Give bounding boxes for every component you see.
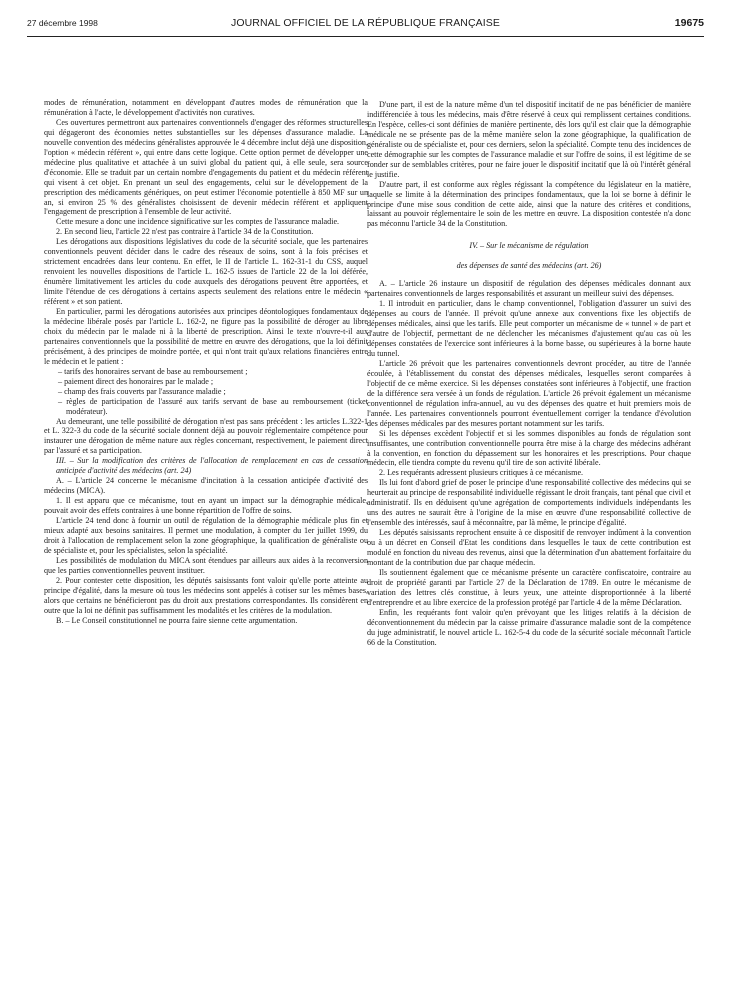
paragraph: D'autre part, il est conforme aux règles régissant la compétence du législateur en la matière, laquelle se limite à la détermination des principes fondamentaux, que la loi se borne à définir le principe d'une mise sous condition de cette aide, ainsi que la nature des critères et conditions, laissant au pouvoir réglementaire le soin de les mettre en œuvre. La disposition contestée n'a donc pas méconnu l'article 34 de la Constitution. <box>367 179 691 229</box>
paragraph: Les possibilités de modulation du MICA sont étendues par ailleurs aux aides à la reconversion que les parties conventionnelles peuvent instituer. <box>44 555 368 575</box>
paragraph: En particulier, parmi les dérogations autorisées aux principes déontologiques fondamentaux de la médecine libérale posés par l'article L. 162-2, ne figure pas la possibilité de déroger au libre choix du médecin par le malade ni à la liberté de prescription. Ainsi le texte n'ouvre-t-il aux partenaires conventionnels que la possibilité de mettre en œuvre des dérogations, que la loi définit précisément, à des principes de moindre portée, et qui n'ont trait qu'aux relations financières entre le médecin et le patient : <box>44 307 368 366</box>
list-item: – paiement direct des honoraires par le malade ; <box>58 377 368 387</box>
paragraph: B. – Le Conseil constitutionnel ne pourra faire sienne cette argumentation. <box>56 615 298 625</box>
list-item: – règles de participation de l'assuré aux tarifs servant de base au remboursement (ticket modérateur). <box>58 397 368 417</box>
paragraph: 2. En second lieu, l'article 22 n'est pas contraire à l'article 34 de la Constitution. <box>56 227 314 237</box>
paragraph: Enfin, les requérants font valoir qu'en prévoyant que les litiges relatifs à la décision de déconventionnement du médecin par la caisse primaire d'assurance maladie sont de la compétence du juge administratif, le nouvel article L. 162-5-4 du code de la sécurité sociale méconnaît l'article 66 de la Constitution. <box>367 607 691 647</box>
paragraph: Si les dépenses excèdent l'objectif et si les sommes disponibles au fonds de régulation sont insuffisantes, une contribution conventionnelle pourra être mise à la charge des médecins adhérant à la convention, en fonction du dépassement sur les honoraires et les prescriptions. Pour chaque médecin, elle tiendra compte du revenu qu'il tire de son activité libérale. <box>367 428 691 468</box>
paragraph: A. – L'article 24 concerne le mécanisme d'incitation à la cessation anticipée d'activité des médecins (MICA). <box>44 476 368 496</box>
paragraph: 2. Les requérants adressent plusieurs critiques à ce mécanisme. <box>379 468 584 478</box>
header-rule <box>27 36 704 37</box>
bullet-list <box>44 367 368 417</box>
paragraph: A. – L'article 26 instaure un dispositif de régulation des dépenses médicales donnant aux partenaires conventionnels de larges responsabilités et assurant un meilleur suivi des dépenses. <box>367 279 691 299</box>
paragraph: Les dérogations aux dispositions législatives du code de la sécurité sociale, que les partenaires conventionnels peuvent décider dans le cadre des réseaux de soins, sont à la fois précises et strictement encadrées dans leur contenu. En effet, le II de l'article L. 162-31-1 du CSS, auquel renvoient les nouvelles dispositions de l'article L. 162-5 issues de l'article 22 de la loi déférée, énumère limitativement les articles du code auxquels des dérogations peuvent être apportées, et limite l'étendue de ces dérogations à certains aspects seulement des relations entre le médecin « référent » et son patient. <box>44 237 368 307</box>
paragraph: Ils soutiennent également que ce mécanisme présente un caractère confiscatoire, contraire au droit de propriété garanti par l'article 27 de la Déclaration de 1789. En outre le mécanisme de variation des lettres clés constitue, à leurs yeux, une atteinte disproportionnée à la liberté d'entreprendre et au libre exercice de la profession protégé par l'article 4 de la même Déclaration. <box>367 567 691 607</box>
paragraph: L'article 24 tend donc à fournir un outil de régulation de la démographie médicale plus fin et mieux adapté aux besoins sanitaires. Il permet une modulation, à compter du 1er juillet 1999, du droit à l'allocation de remplacement selon la zone géographique, la qualification de généraliste ou de spécialiste et, pour les spécialistes, selon la spécialité. <box>44 516 368 555</box>
page-header <box>27 18 704 34</box>
page-number: 19675 <box>674 17 704 29</box>
section-heading-continued: des dépenses de santé des médecins (art. 26) <box>456 261 602 271</box>
header-date: 27 décembre 1998 <box>27 18 98 28</box>
left-column <box>44 98 368 626</box>
list-item: – tarifs des honoraires servant de base au remboursement ; <box>58 367 368 377</box>
paragraph: modes de rémunération, notamment en développant d'autres modes de rémunération que la rémunération à l'acte, le développement d'activités non curatives. <box>44 98 368 117</box>
section-heading: IV. – Sur le mécanisme de régulation <box>469 241 589 251</box>
journal-title: JOURNAL OFFICIEL DE LA RÉPUBLIQUE FRANÇAISE <box>231 17 500 29</box>
paragraph: 2. Pour contester cette disposition, les députés saisissants font valoir qu'elle porte atteinte au principe d'égalité, dans la mesure où tous les médecins sont appelés à cotiser sur les mêmes bases, alors que certains ne bénéficieront pas du droit aux prestations correspondantes. Ils considèrent en outre que la loi ne définit pas suffisamment les modalités et les critères de la modulation. <box>44 575 368 615</box>
paragraph: 1. Il introduit en particulier, dans le champ conventionnel, l'obligation d'assurer un suivi des dépenses au cours de l'année. Il prévoit qu'une annexe aux conventions fixe les objectifs de dépenses médicales, ainsi que les tarifs. Elle peut comporter un mécanisme de « tunnel » de part et d'autre de l'objectif, permettant de ne déclencher les mécanismes d'ajustement qu'au cas où les dépenses constatées de l'exercice sont inférieures à la borne basse, ou supérieures à la borne haute du tunnel. <box>367 299 691 358</box>
paragraph: Ils lui font d'abord grief de poser le principe d'une responsabilité collective des médecins qui se heurterait au principe de responsabilité individuelle régissant le droit français, tant pénal que civil et administratif. Ils en déduisent qu'une agrégation de comportements individuels indépendants les uns des autres ne saurait être à l'origine de la mise en œuvre d'une responsabilité collective de l'ensemble des intéressés, sauf à méconnaître, par là même, le principe d'égalité. <box>367 478 691 528</box>
paragraph: Ces ouvertures permettront aux partenaires conventionnels d'engager des réformes structurelles qui dégageront des économies nettes substantielles sur les dépenses d'assurance maladie. La nouvelle convention des médecins généralistes approuvée le 4 décembre inclut déjà une disposition, l'option « médecin référent », qui entre dans cette logique. Cette option permet de développer une médecine plus qualitative et attachée à un suivi global du patient qui, à elle seule, sera source d'économie. Elle se traduit par un certain nombre d'engagements du patient et du médecin référent qui visent à cet objet. En prenant un seul des engagements, celui sur le développement de la prescription des médicaments génériques, on peut estimer l'économie potentielle à 850 MF sur un an, si environ 25 % des généralistes choisissent de devenir médecin référent et appliquent l'engagement de prescription à l'ensemble de leur activité. <box>44 117 368 217</box>
list-item: – champ des frais couverts par l'assurance maladie ; <box>58 387 368 397</box>
paragraph: L'article 26 prévoit que les partenaires conventionnels devront procéder, au titre de l'année écoulée, à l'établissement du constat des dépenses médicales, lesquelles seront comparées à l'objectif de ce même exercice. Si les dépenses constatées sont inférieures à l'objectif, une fraction de la différence sera versée à un fonds de régulation. L'article 26 prévoit également un mécanisme conventionnel de régulation infra-annuel, au vu des dépenses des quatre et huit premiers mois de l'année. Les partenaires conventionnels pourront éventuellement corriger la tendance d'évolution des dépenses médicales par des mesures portant notamment sur les tarifs. <box>367 358 691 428</box>
paragraph: D'une part, il est de la nature même d'un tel dispositif incitatif de ne pas bénéficier de manière indifférenciée à tous les médecins, mais d'être réservé à ceux qui remplissent certaines conditions. En l'espèce, celles-ci sont définies de manière pertinente, dès lors qu'il est clair que la démographie médicale ne se présente pas de la même manière selon la zone géographique, la qualification de généraliste ou de spécialiste et, pour ces derniers, selon la spécialité. Compte tenu des incidences de cette démographie sur les comptes de l'assurance maladie et sur l'offre de soins, il est légitime de se fonder sur de semblables critères, pour ne faire jouer le dispositif incitatif que là où l'intérêt général le justifie. <box>367 100 691 179</box>
paragraph: Au demeurant, une telle possibilité de dérogation n'est pas sans précédent : les articles L.322-1 et L. 322-3 du code de la sécurité sociale donnent déjà au pouvoir réglementaire compétence pour instaurer une dérogation de même nature aux règles concernant, respectivement, le paiement direct par l'assuré et sa participation. <box>44 416 368 456</box>
paragraph: 1. Il est apparu que ce mécanisme, tout en ayant un impact sur la démographie médicale, pouvait avoir des effets contraires à une bonne répartition de l'offre de soins. <box>44 496 368 516</box>
paragraph: Cette mesure a donc une incidence significative sur les comptes de l'assurance maladie. <box>56 217 340 227</box>
paragraph: Les députés saisissants reprochent ensuite à ce dispositif de renvoyer indûment à la convention ou à un décret en Conseil d'Etat les conditions dans lesquelles le taux de cette contribution est modulé en fonction du niveau des revenus, ainsi que la détermination d'un abattement forfaitaire du montant de la contribution due par chaque médecin. <box>367 528 691 567</box>
right-column <box>367 100 691 648</box>
section-heading: III. – Sur la modification des critères de l'allocation de remplacement en cas de cessation anticipée d'activité des médecins (art. 24) <box>56 456 368 476</box>
